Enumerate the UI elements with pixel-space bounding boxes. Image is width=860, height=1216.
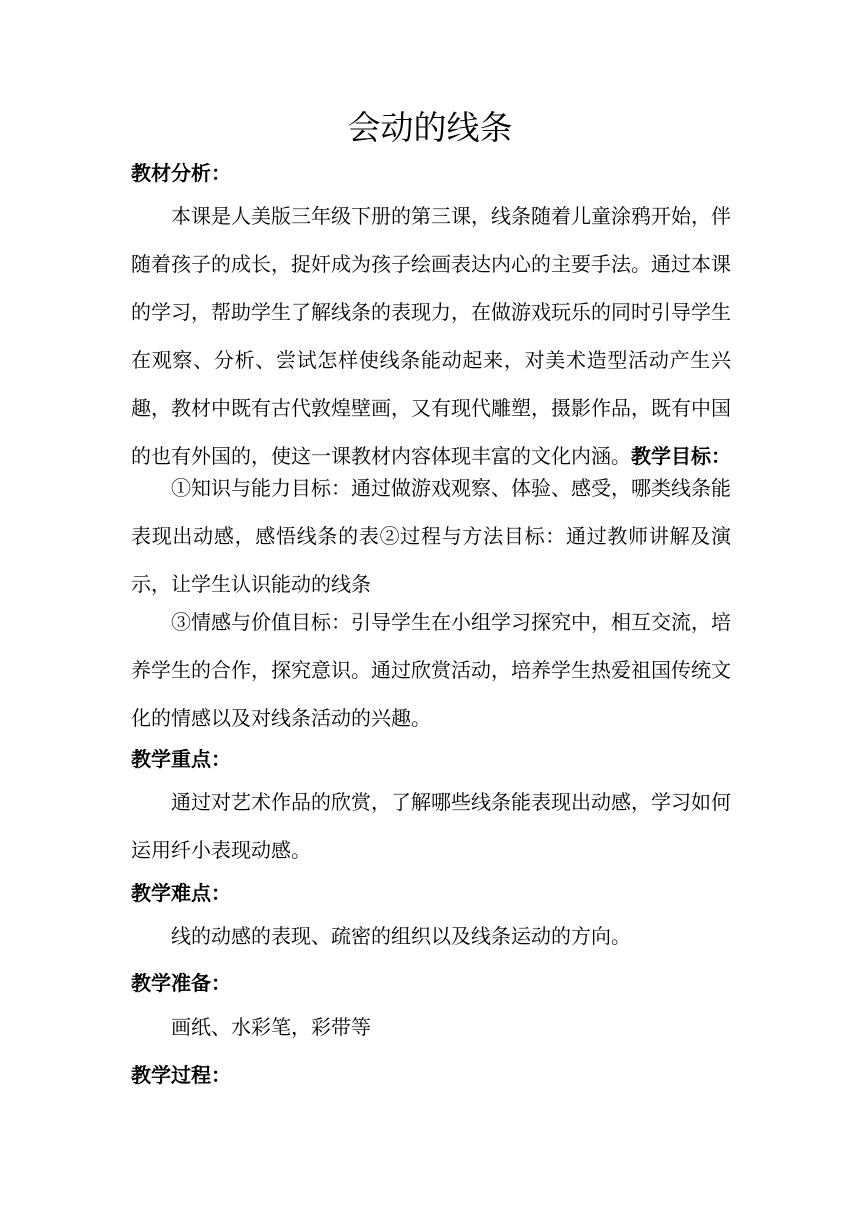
process-heading: 教学过程： xyxy=(131,1063,231,1087)
preparation-heading: 教学准备： xyxy=(131,971,231,995)
goals-heading: 教学目标： xyxy=(631,444,731,468)
document-title: 会动的线条 xyxy=(347,108,513,147)
analysis-text: 本课是人美版三年级下册的第三课，线条随着儿童涂鸦开始，伴随着孩子的成长，捉奸成为孩子绘画表达内心的主要手法。通过本课的学习，帮助学生了解线条的表现力，在做游戏玩乐的同时引导学生在观察、分析、尝试怎样使线条能动起来，对美术造型活动产生兴趣，教材中既有古代敦煌壁画，又有现代雕塑，摄影作品，既有中国的也有外国的，使这一课教材内容体现丰富的文化内涵。 xyxy=(131,204,731,468)
analysis-heading: 教材分析： xyxy=(131,161,231,185)
analysis-paragraph xyxy=(131,192,731,480)
key-points-heading: 教学重点： xyxy=(131,747,231,771)
goal-1-2-paragraph: ①知识与能力目标：通过做游戏观察、体验、感受，哪类线条能表现出动感，感悟线条的表②过程与方法目标：通过教师讲解及演示，让学生认识能动的线条 xyxy=(131,476,731,596)
preparation-paragraph: 画纸、水彩笔，彩带等 xyxy=(171,1015,371,1039)
difficulties-heading: 教学难点： xyxy=(131,881,231,905)
difficulties-paragraph: 线的动感的表现、疏密的组织以及线条运动的方向。 xyxy=(171,924,631,948)
key-points-paragraph: 通过对艺术作品的欣赏，了解哪些线条能表现出动感，学习如何运用纤小表现动感。 xyxy=(131,790,731,862)
goal-3-paragraph: ③情感与价值目标：引导学生在小组学习探究中，相互交流，培养学生的合作，探究意识。通过欣赏活动，培养学生热爱祖国传统文化的情感以及对线条活动的兴趣。 xyxy=(131,610,731,730)
